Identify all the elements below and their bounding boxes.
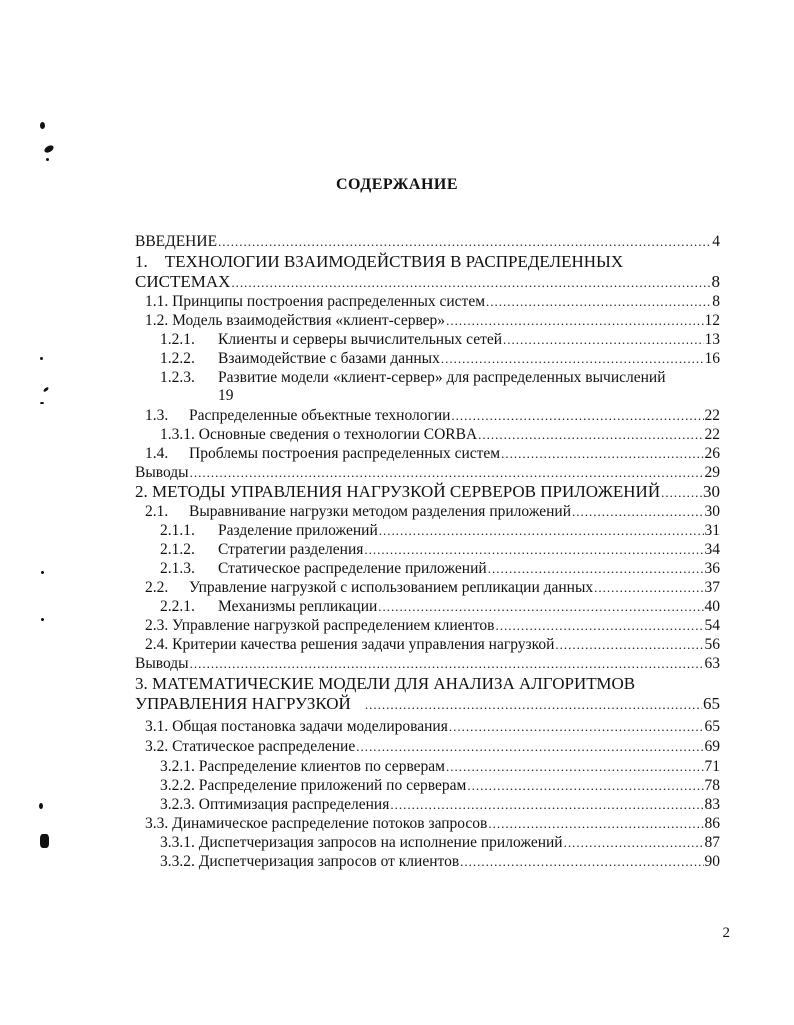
- toc-entry-page: 30: [703, 482, 720, 501]
- toc-entry-text: Клиенты и серверы вычислительных сетей: [218, 331, 503, 348]
- toc-entry[interactable]: [160, 852, 720, 872]
- toc-entry-text: ТЕХНОЛОГИИ ВЗАИМОДЕЙСТВИЯ В РАСПРЕДЕЛЕННЫХ: [164, 252, 624, 271]
- toc-entry-page: 31: [704, 522, 720, 539]
- toc-entry[interactable]: [160, 833, 720, 853]
- toc-entry-text-2: УПРАВЛЕНИЯ НАГРУЗКОЙ: [135, 694, 351, 713]
- toc-leader: [564, 833, 704, 853]
- toc-entry-text: 3.2.2. Распределение приложений по серверам: [160, 777, 467, 794]
- toc-leader: [594, 578, 703, 598]
- toc-entry-text: 3.3. Динамическое распределение потоков запросов: [145, 815, 488, 832]
- page-title: СОДЕРЖАНИЕ: [335, 176, 459, 193]
- toc-entry-text: Механизмы репликации: [218, 598, 378, 615]
- toc-entry[interactable]: [135, 463, 720, 483]
- toc-entry-page: 40: [704, 598, 720, 615]
- toc-leader: [390, 795, 703, 815]
- toc-entry-text: Стратегии разделения: [218, 541, 364, 558]
- toc-entry[interactable]: [135, 232, 720, 252]
- toc-entry-page: 8: [712, 293, 720, 310]
- toc-entry[interactable]: [160, 757, 720, 777]
- toc-entry-text: Выводы: [135, 655, 189, 672]
- toc-entry-number: 1.2.1.: [160, 331, 195, 348]
- toc-entry[interactable]: [160, 425, 720, 445]
- toc-entry-text: 3.3.1. Диспетчеризация запросов на исполнение приложений: [160, 834, 563, 851]
- toc-entry[interactable]: [145, 737, 720, 757]
- toc-entry[interactable]: [145, 717, 720, 737]
- toc-entry[interactable]: [160, 559, 720, 579]
- toc-entry-text: 2.3. Управление нагрузкой распределением клиентов: [145, 617, 495, 634]
- toc-entry-text: 1.1. Принципы построения распределенных систем: [145, 293, 486, 310]
- toc-entry-page: 78: [704, 777, 720, 794]
- toc-entry-text: 3.2.1. Распределение клиентов по серверам: [160, 758, 445, 775]
- toc-leader: [467, 776, 703, 796]
- toc-entry-page: 87: [704, 834, 720, 851]
- toc-entry-page: 12: [704, 312, 720, 329]
- toc-leader: [495, 616, 703, 636]
- toc-entry[interactable]: [145, 814, 720, 834]
- toc-entry-page: 13: [704, 331, 720, 348]
- toc-entry-page: 16: [704, 350, 720, 367]
- toc-entry[interactable]: [160, 349, 720, 369]
- toc-entry-number: 2.1.2.: [160, 541, 195, 558]
- toc-entry-text: 3.2.3. Оптимизация распределения: [160, 796, 390, 813]
- toc-leader: [488, 559, 704, 579]
- toc-entry-text: 2. МЕТОДЫ УПРАВЛЕНИЯ НАГРУЗКОЙ СЕРВЕРОВ ПРИЛОЖЕНИЙ: [135, 482, 661, 501]
- toc-leader: [478, 425, 703, 445]
- toc-entry-number: 2.1.1.: [160, 522, 195, 539]
- toc-entry-continued: [218, 386, 234, 406]
- toc-entry[interactable]: [145, 502, 720, 522]
- toc-entry-text: Выравнивание нагрузки методом разделения приложений: [189, 503, 572, 520]
- toc-entry[interactable]: [135, 252, 623, 272]
- toc-leader: [218, 232, 711, 252]
- toc-entry-text: 3. МАТЕМАТИЧЕСКИЕ МОДЕЛИ ДЛЯ АНАЛИЗА АЛГОРИТМОВ: [135, 674, 636, 693]
- toc-entry[interactable]: [160, 330, 720, 350]
- toc-entry-text: Статическое распределение приложений: [218, 560, 487, 577]
- toc-entry[interactable]: [160, 540, 720, 560]
- toc-entry-page: 8: [711, 272, 720, 291]
- toc-leader: [446, 311, 703, 331]
- toc-entry-number: 1.2.2.: [160, 350, 195, 367]
- toc-leader: [488, 814, 703, 834]
- toc-entry-page: 37: [704, 579, 720, 596]
- toc-leader: [364, 540, 703, 560]
- toc-entry-number: 2.2.1.: [160, 598, 195, 615]
- toc-entry-page: 19: [218, 387, 234, 404]
- toc-entry-text: 3.1. Общая постановка задачи моделирования: [145, 718, 448, 735]
- toc-leader: [486, 292, 711, 312]
- toc-entry-page: 63: [704, 655, 720, 672]
- toc-entry-page: 56: [704, 636, 720, 653]
- toc-entry-text: Выводы: [135, 464, 189, 481]
- toc-entry-text: 1.3.1. Основные сведения о технологии CORBA: [160, 426, 478, 443]
- toc-entry-text: Распределенные объектные технологии: [189, 407, 451, 424]
- toc-entry[interactable]: [160, 597, 720, 617]
- toc-entry-text: Взаимодействие с базами данных: [218, 350, 440, 367]
- toc-entry-page: 22: [704, 407, 720, 424]
- toc-leader: [572, 502, 703, 522]
- toc-leader: [378, 597, 703, 617]
- toc-entry-page: 65: [703, 694, 720, 713]
- toc-leader: [356, 737, 703, 757]
- toc-entry-number: 2.2.: [145, 579, 169, 596]
- toc-entry-text-2: СИСТЕМАХ: [135, 272, 231, 291]
- toc-leader: [661, 483, 702, 502]
- toc-entry-page: 86: [704, 815, 720, 832]
- toc-leader: [190, 463, 704, 483]
- toc-entry[interactable]: [145, 444, 720, 464]
- toc-leader: [231, 273, 710, 292]
- toc-leader: [365, 695, 702, 714]
- toc-entry-continued[interactable]: [135, 272, 720, 292]
- toc-entry-page: 69: [704, 738, 720, 755]
- toc-leader: [451, 406, 703, 426]
- toc-leader: [501, 444, 703, 464]
- toc-entry-page: 4: [712, 233, 720, 250]
- toc-leader: [446, 757, 704, 777]
- toc-leader: [190, 654, 704, 674]
- toc-entry-number: 1.: [135, 252, 148, 271]
- toc-entry-number: 1.3.: [145, 407, 169, 424]
- toc-entry-text: ВВЕДЕНИЕ: [135, 233, 218, 250]
- toc-entry[interactable]: [160, 521, 720, 541]
- toc-entry[interactable]: [160, 368, 666, 388]
- toc-entry-page: 29: [704, 464, 720, 481]
- toc-entry-page: 54: [704, 617, 720, 634]
- toc-entry-text: 2.4. Критерии качества решения задачи управления нагрузкой: [145, 636, 555, 653]
- toc-entry[interactable]: [135, 482, 720, 502]
- toc-entry-number: 2.1.3.: [160, 560, 195, 577]
- toc-entry[interactable]: [160, 795, 720, 815]
- toc-leader: [449, 717, 704, 737]
- toc-entry-continued[interactable]: [135, 694, 720, 714]
- toc-entry-page: 34: [704, 541, 720, 558]
- toc-entry-number: 1.4.: [145, 445, 169, 462]
- toc-entry-page: 65: [704, 718, 720, 735]
- toc-entry-text: 1.2. Модель взаимодействия «клиент-сервер»: [145, 312, 446, 329]
- toc-entry-text: Разделение приложений: [218, 522, 378, 539]
- toc-entry-number: 2.1.: [145, 503, 169, 520]
- toc-entry-number: 1.2.3.: [160, 369, 195, 386]
- toc-entry[interactable]: [145, 635, 720, 655]
- toc-entry-text: 3.3.2. Диспетчеризация запросов от клиентов: [160, 853, 460, 870]
- toc-entry-page: 26: [704, 445, 720, 462]
- toc-leader: [503, 330, 703, 350]
- toc-entry-text: 3.2. Статическое распределение: [145, 738, 356, 755]
- toc-entry-page: 36: [704, 560, 720, 577]
- toc-entry-page: 22: [704, 426, 720, 443]
- page-number: 2: [722, 925, 730, 941]
- toc-entry-page: 90: [704, 853, 720, 870]
- toc-entry[interactable]: [145, 578, 720, 598]
- toc-entry-text: Проблемы построения распределенных систем: [189, 445, 501, 462]
- toc-entry[interactable]: [145, 616, 720, 636]
- toc-entry[interactable]: [145, 406, 720, 426]
- toc-entry[interactable]: [135, 674, 635, 694]
- toc-entry[interactable]: [145, 292, 720, 312]
- toc-entry-page: 30: [704, 503, 720, 520]
- toc-entry-page: 71: [704, 758, 720, 775]
- toc-leader: [460, 852, 703, 872]
- toc-entry[interactable]: [160, 776, 720, 796]
- toc-leader: [441, 349, 704, 369]
- toc-entry-page: 83: [704, 796, 720, 813]
- toc-entry-text: Управление нагрузкой с использованием репликации данных: [189, 579, 594, 596]
- toc-entry-text: Развитие модели «клиент-сервер» для распределенных вычислений: [218, 369, 666, 386]
- toc-leader: [555, 635, 703, 655]
- toc-entry[interactable]: [135, 654, 720, 674]
- toc-leader: [379, 521, 704, 541]
- toc-entry[interactable]: [145, 311, 720, 331]
